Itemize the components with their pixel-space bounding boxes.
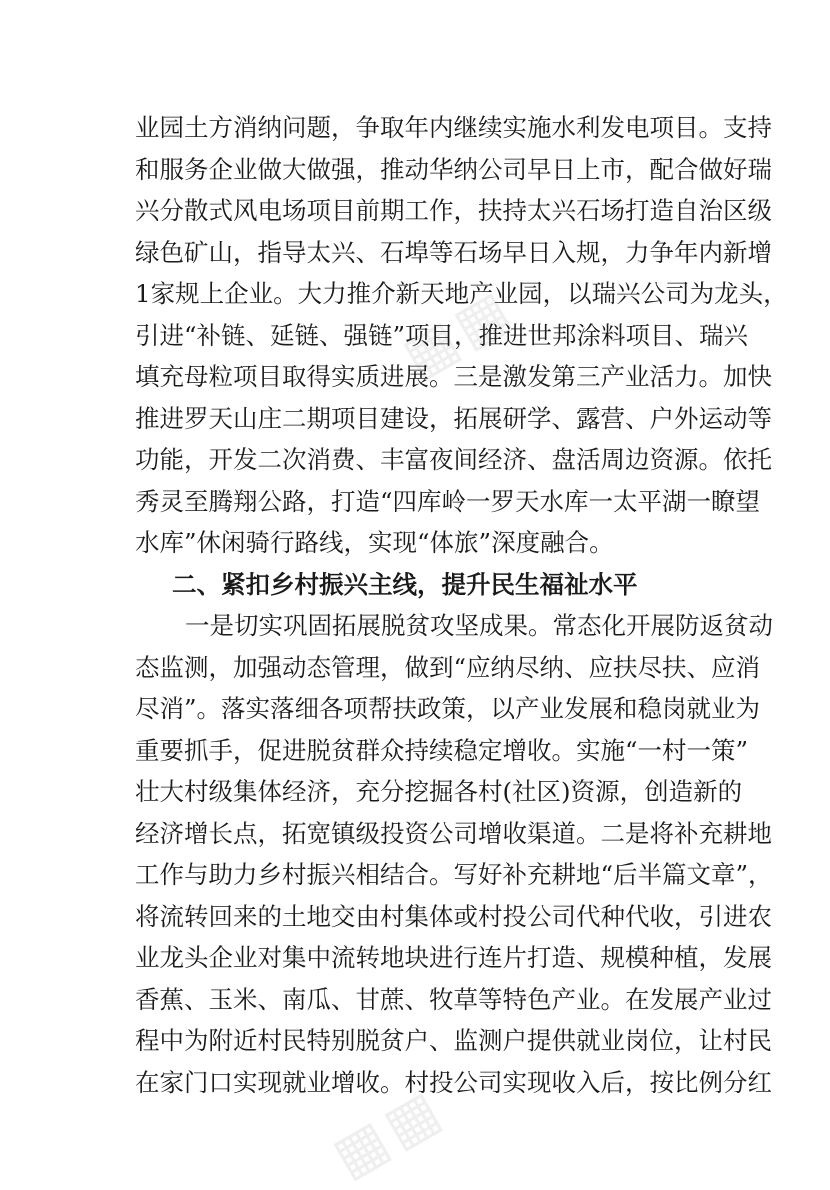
text-line: 重要抓手，促进脱贫群众持续稳定增收。实施“一村一策” [135,735,749,765]
text-line: 在家门口实现就业增收。村投公司实现收入后，按比例分红 [135,1067,772,1097]
text-line: 经济增长点，拓宽镇级投资公司增收渠道。二是将补充耕地 [135,818,772,848]
text-line: 兴分散式风电场项目前期工作，扶持太兴石场打造自治区级 [135,196,772,225]
section-heading: 二、紧扣乡村振兴主线，提升民生福祉水平 [172,569,638,599]
text-line: 态监测，加强动态管理，做到“应纳尽纳、应扶尽扶、应消 [135,652,761,682]
text-line: 引进“补链、延链、强链”项目，推进世邦涂料项目、瑞兴 [135,320,749,350]
text-line: 香蕉、玉米、南瓜、甘蔗、牧草等特色产业。在发展产业过 [135,984,772,1014]
text-line: 水库”休闲骑行路线，实现“体旅”深度融合。 [135,528,614,557]
text-line: 秀灵至腾翔公路，打造“四库岭一罗天水库一太平湖一瞭望 [135,486,761,516]
text-line: 尽消”。落实落细各项帮扶政策，以产业发展和稳岗就业为 [135,694,761,723]
text-line: 业园土方消纳问题，争取年内继续实施水利发电项目。支持 [135,113,772,142]
text-line: 推进罗天山庄二期项目建设，拓展研学、露营、户外运动等 [135,403,772,433]
watermark: ▦▦ [321,1074,457,1190]
text-line: 功能，开发二次消费、丰富夜间经济、盘活周边资源。依托 [135,445,772,474]
text-line: 一是切实巩固拓展脱贫攻坚成果。常态化开展防返贫动 [185,611,773,640]
text-line: 程中为附近村民特别脱贫户、监测户提供就业岗位，让村民 [135,1026,772,1055]
text-line: 和服务企业做大做强，推动华纳公司早日上市，配合做好瑞 [135,154,772,184]
text-line: 绿色矿山，指导太兴、石埠等石场早日入规，力争年内新增 [135,237,772,267]
text-line: 壮大村级集体经济，充分挖掘各村(社区)资源，创造新的 [135,777,743,806]
watermark: ▦▦ [391,274,527,391]
text-line: 工作与助力乡村振兴相结合。写好补充耕地“后半篇文章”， [135,860,773,889]
text-line: 业龙头企业对集中流转地块进行连片打造、规模种植，发展 [135,943,772,972]
text-line: 将流转回来的土地交由村集体或村投公司代种代收，引进农 [135,901,772,931]
text-line: 填充母粒项目取得实质进展。三是激发第三产业活力。加快 [135,362,772,391]
text-line: 1家规上企业。大力推介新天地产业园，以瑞兴公司为龙头， [135,279,788,308]
